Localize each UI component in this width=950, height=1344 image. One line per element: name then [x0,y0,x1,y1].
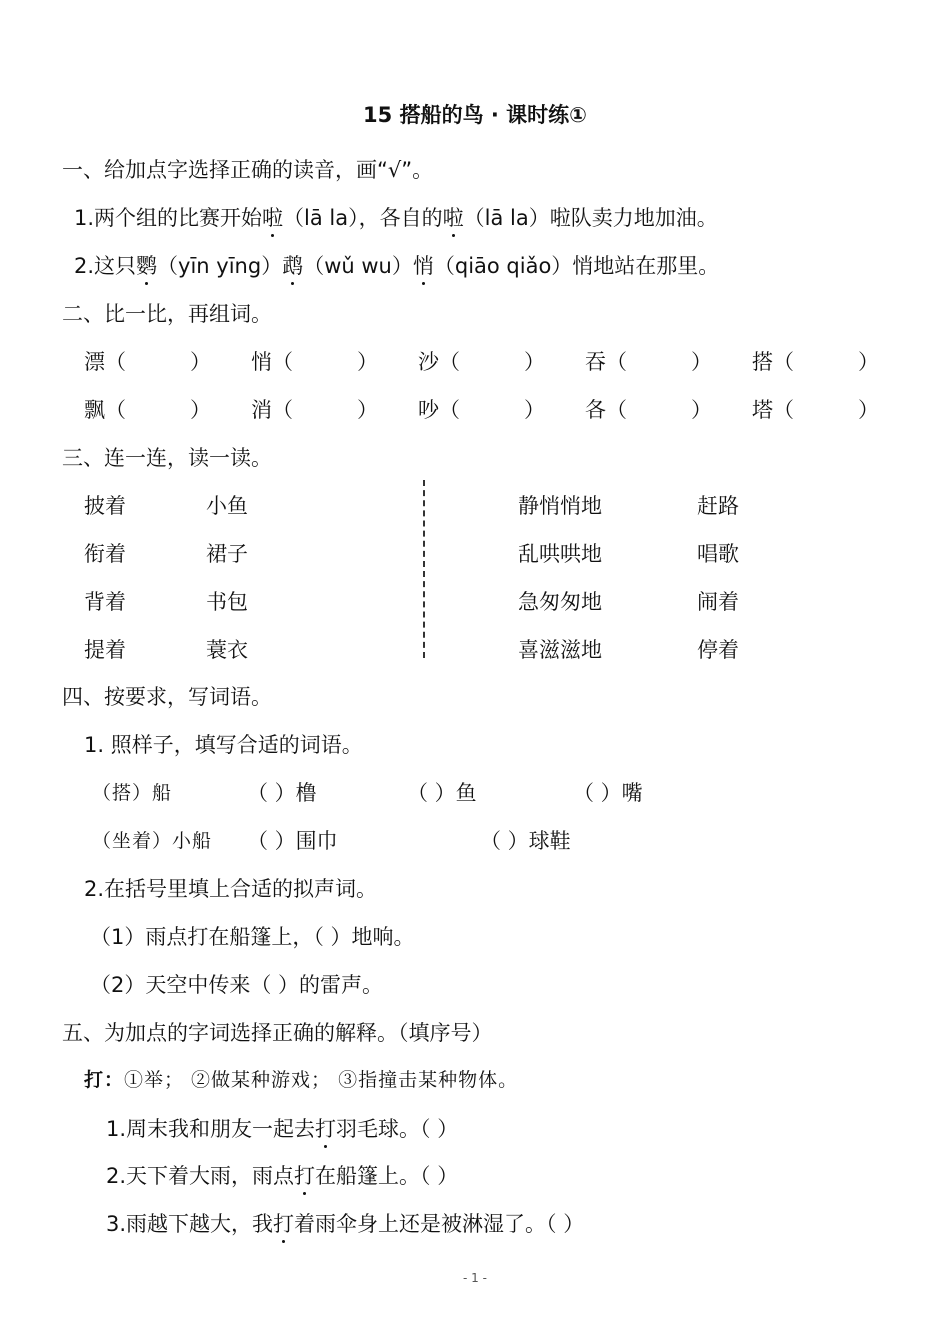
definition-word: 打： [84,1069,125,1091]
question-5-1 [106,1113,458,1143]
sentence-2: （2）天空中传来（ ）的雷声。 [90,973,384,997]
dotted-char: 啦 [443,202,464,232]
text: 3.雨越下越大，我 [106,1212,274,1236]
compare-close: ） [691,350,712,374]
dotted-char: 鹉 [282,250,303,280]
text: （wǔ wu） [303,254,413,278]
text: （lā la），各自的 [283,206,443,230]
match-adverb: 乱哄哄地 [518,542,602,566]
section-4-heading: 四、按要求，写词语。 [62,685,272,709]
match-verb: 披着 [84,494,126,518]
text: 1.两个组的比赛开始 [74,206,263,230]
sentence-1: （1）雨点打在船篷上，（ ）地响。 [90,925,415,949]
text: （qiāo qiǎo）悄地站在那里。 [433,254,720,278]
match-noun: 蓑衣 [206,638,248,662]
dotted-char: 啦 [262,202,283,232]
compare-item: 搭（ [752,350,794,374]
compare-close: ） [357,398,378,422]
definitions [84,1065,518,1092]
compare-item: 沙（ [418,350,460,374]
text: 2.天下着大雨，雨点 [106,1164,295,1188]
compare-close: ） [691,398,712,422]
compare-close: ） [858,350,879,374]
page-title: 15 搭船的鸟 · 课时练① [363,103,587,127]
text: （lā la）啦队卖力地加油。 [463,206,718,230]
fill-blank: （ ）球鞋 [480,829,571,853]
question-1-1 [74,202,718,232]
dotted-char: 打 [273,1208,294,1238]
compare-close: ） [858,398,879,422]
compare-item: 吞（ [585,350,627,374]
match-noun: 书包 [206,590,248,614]
match-verb: 提着 [84,638,126,662]
section-5-heading: 五、为加点的字词选择正确的解释。（填序号） [62,1021,493,1045]
question-4-2: 2.在括号里填上合适的拟声词。 [84,877,378,901]
section-2-heading: 二、比一比，再组词。 [62,302,272,326]
page-number: - 1 - [463,1271,487,1285]
dashed-divider [423,480,425,658]
text: 2.这只 [74,254,137,278]
question-1-2 [74,250,719,280]
compare-close: ） [190,350,211,374]
text: 1.周末我和朋友一起去 [106,1117,316,1141]
match-action: 闹着 [697,590,739,614]
compare-close: ） [524,350,545,374]
match-action: 赶路 [697,494,739,518]
example-1: （搭）船 [92,782,173,804]
section-1-heading: 一、给加点字选择正确的读音，画“√”。 [62,158,434,182]
compare-close: ） [190,398,211,422]
fill-blank: （ ）橹 [247,781,317,805]
compare-item: 悄（ [251,350,293,374]
match-action: 停着 [697,638,739,662]
compare-item: 消（ [251,398,293,422]
compare-item: 塔（ [752,398,794,422]
compare-item: 飘（ [84,398,126,422]
text: （yīn yīng） [157,254,283,278]
fill-blank: （ ）鱼 [407,781,477,805]
question-4-1: 1. 照样子，填写合适的词语。 [84,733,363,757]
match-adverb: 喜滋滋地 [518,638,602,662]
example-2: （坐着）小船 [92,830,213,852]
text: 在船篷上。（ ） [315,1164,459,1188]
match-verb: 衔着 [84,542,126,566]
text: 着雨伞身上还是被淋湿了。（ ） [294,1212,585,1236]
match-noun: 裙子 [206,542,248,566]
compare-close: ） [524,398,545,422]
fill-blank: （ ）围巾 [247,829,338,853]
match-verb: 背着 [84,590,126,614]
question-5-3 [106,1208,584,1238]
dotted-char: 打 [294,1160,315,1190]
section-3-heading: 三、连一连，读一读。 [62,446,272,470]
dotted-char: 鹦 [136,250,157,280]
compare-item: 各（ [585,398,627,422]
text: 羽毛球。（ ） [336,1117,459,1141]
match-adverb: 静悄悄地 [518,494,602,518]
fill-blank: （ ）嘴 [573,781,643,805]
dotted-char: 悄 [413,250,434,280]
question-5-2 [106,1160,458,1190]
match-action: 唱歌 [697,542,739,566]
match-adverb: 急匆匆地 [518,590,602,614]
definition-list: ①举； ②做某种游戏； ③指撞击某种物体。 [124,1069,519,1091]
compare-item: 漂（ [84,350,126,374]
dotted-char: 打 [315,1113,336,1143]
compare-close: ） [357,350,378,374]
compare-item: 吵（ [418,398,460,422]
match-noun: 小鱼 [206,494,248,518]
